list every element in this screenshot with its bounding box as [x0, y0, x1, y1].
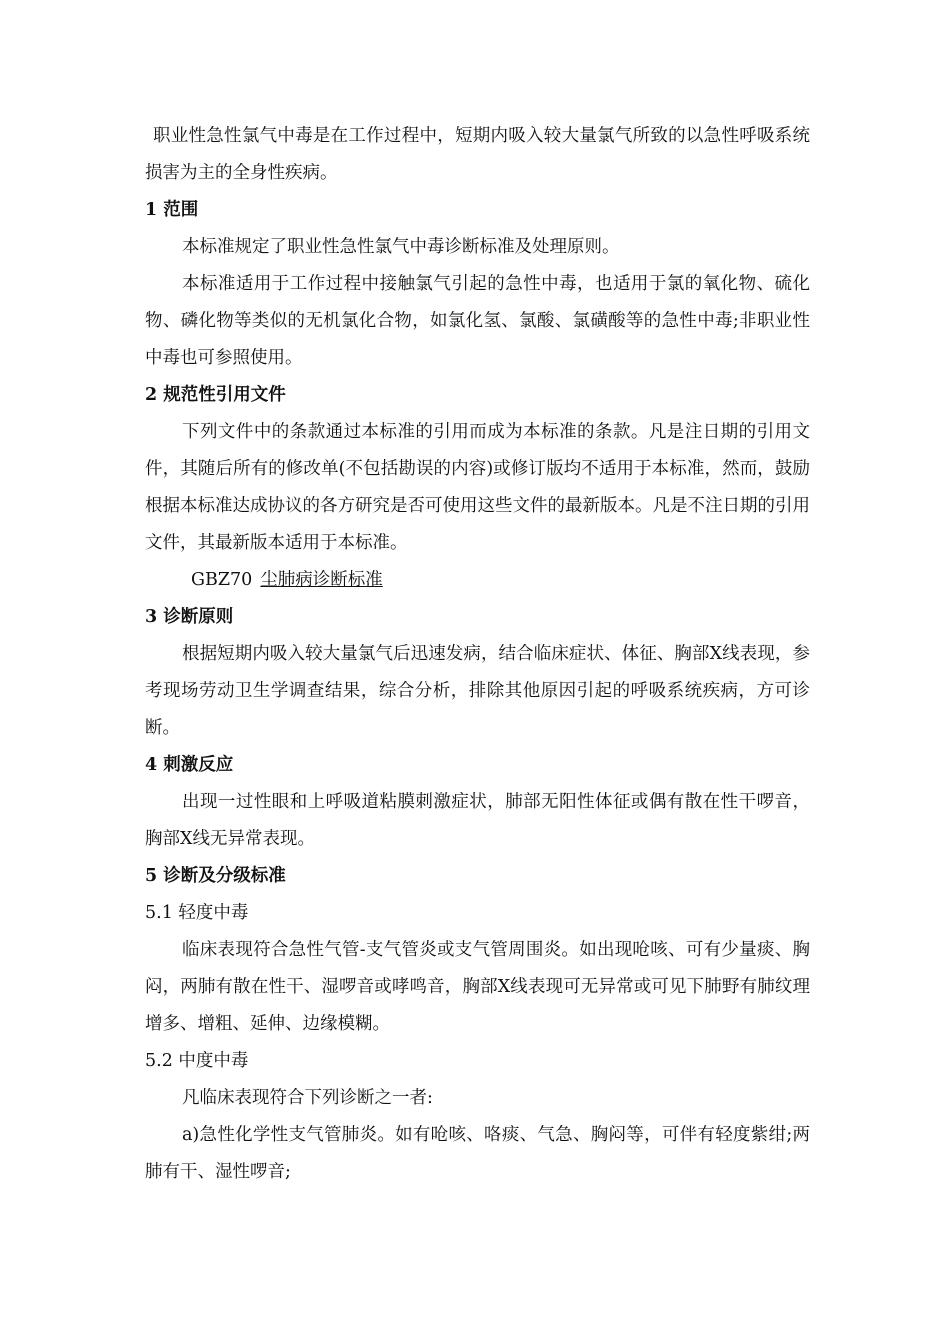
section-2-paragraph-1: 下列文件中的条款通过本标准的引用而成为本标准的条款。凡是注日期的引用文件，其随后所有的修改单(不包括勘误的内容)或修订版均不适用于本标准，然而，鼓励根据本标准达成协议的各方研究是否可使用这些文件的最新版本。凡是不注日期的引用文件，其最新版本适用于本标准。 — [145, 422, 810, 553]
section-5-heading: 5 诊断及分级标准 — [145, 866, 286, 886]
section-2-heading: 2 规范性引用文件 — [145, 385, 286, 405]
section-1-paragraph-2: 本标准适用于工作过程中接触氯气引起的急性中毒，也适用于氯的氧化物、硫化物、磷化物等类似的无机氯化合物，如氯化氢、氯酸、氯磺酸等的急性中毒;非职业性中毒也可参照使用。 — [145, 274, 810, 368]
section-4-heading: 4 刺激反应 — [145, 755, 234, 775]
section-5-1-heading: 5.1 轻度中毒 — [145, 903, 249, 923]
section-1-paragraph-1: 本标准规定了职业性急性氯气中毒诊断标准及处理原则。 — [182, 237, 620, 257]
section-4-paragraph-1: 出现一过性眼和上呼吸道粘膜刺激症状，肺部无阳性体征或偶有散在性干啰音，胸部X线无异常表现。 — [145, 792, 810, 849]
reference-title-link[interactable]: 尘肺病诊断标准 — [260, 570, 383, 590]
section-3-heading: 3 诊断原则 — [145, 607, 234, 627]
normative-reference — [145, 562, 810, 599]
reference-code: GBZ70 — [191, 570, 253, 590]
document-body — [145, 118, 810, 1191]
section-3-paragraph-1: 根据短期内吸入较大量氯气后迅速发病，结合临床症状、体征、胸部X线表现，参考现场劳动卫生学调查结果，综合分析，排除其他原因引起的呼吸系统疾病，方可诊断。 — [145, 644, 810, 738]
section-5-2-heading: 5.2 中度中毒 — [145, 1051, 249, 1071]
section-5-2-paragraph-1: 凡临床表现符合下列诊断之一者: — [182, 1088, 433, 1108]
section-5-2-item-a: a)急性化学性支气管肺炎。如有呛咳、咯痰、气急、胸闷等，可伴有轻度紫绀;两肺有干、湿性啰音; — [145, 1125, 810, 1182]
intro-paragraph: 职业性急性氯气中毒是在工作过程中，短期内吸入较大量氯气所致的以急性呼吸系统损害为主的全身性疾病。 — [145, 126, 810, 183]
section-5-1-paragraph-1: 临床表现符合急性气管-支气管炎或支气管周围炎。如出现呛咳、可有少量痰、胸闷，两肺有散在性干、湿啰音或哮鸣音，胸部X线表现可无异常或可见下肺野有肺纹理增多、增粗、延伸、边缘模糊。 — [145, 940, 810, 1034]
section-1-heading: 1 范围 — [145, 200, 199, 220]
